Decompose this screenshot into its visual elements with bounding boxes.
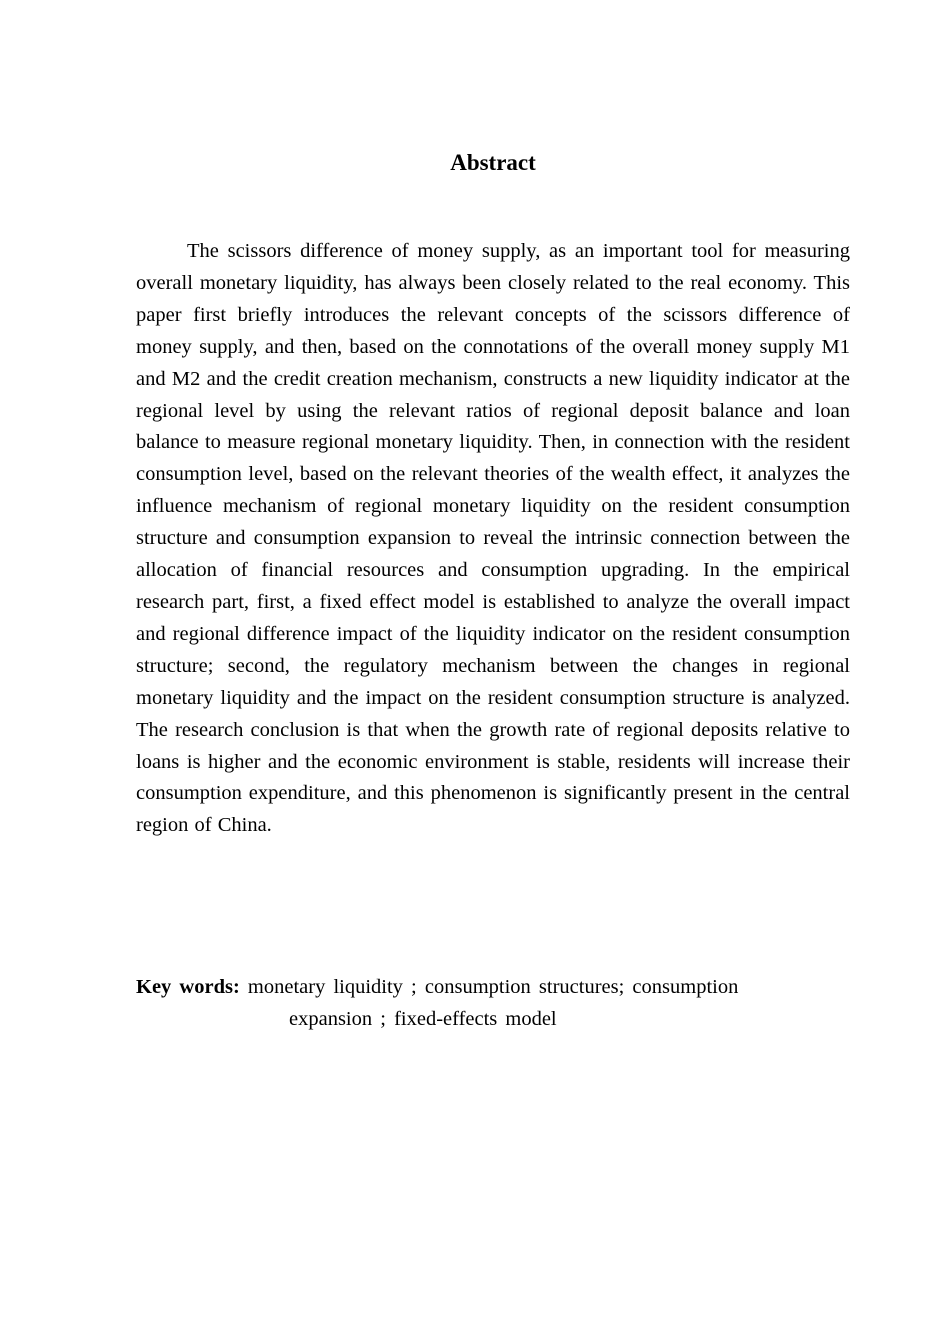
keywords-block	[136, 972, 816, 1035]
keywords-label: Key words:	[136, 976, 240, 998]
abstract-body: The scissors difference of money supply, as an important tool for measuring overall monetary liquidity, has always been closely related to the real economy. This paper first briefly introduces the relevant concepts of the scissors difference of money supply, and then, based on the connotations of the overall money supply M1 and M2 and the credit creation mechanism, constructs a new liquidity indicator at the regional level by using the relevant ratios of regional deposit balance and loan balance to measure regional monetary liquidity. Then, in connection with the resident consumption level, based on the relevant theories of the wealth effect, it analyzes the influence mechanism of regional monetary liquidity on the resident consumption structure and consumption expansion to reveal the intrinsic connection between the allocation of financial resources and consumption upgrading. In the empirical research part, first, a fixed effect model is established to analyze the overall impact and regional difference impact of the liquidity indicator on the resident consumption structure; second, the regulatory mechanism between the changes in regional monetary liquidity and the impact on the resident consumption structure is analyzed. The research conclusion is that when the growth rate of regional deposits relative to loans is higher and the economic environment is stable, residents will increase their consumption expenditure, and this phenomenon is significantly present in the central region of China.	[136, 240, 850, 837]
keywords-line-1: monetary liquidity ; consumption structures; consumption	[247, 976, 739, 998]
abstract-title: Abstract	[450, 150, 536, 175]
keywords-line-2: expansion ; fixed-effects model	[289, 1007, 557, 1030]
